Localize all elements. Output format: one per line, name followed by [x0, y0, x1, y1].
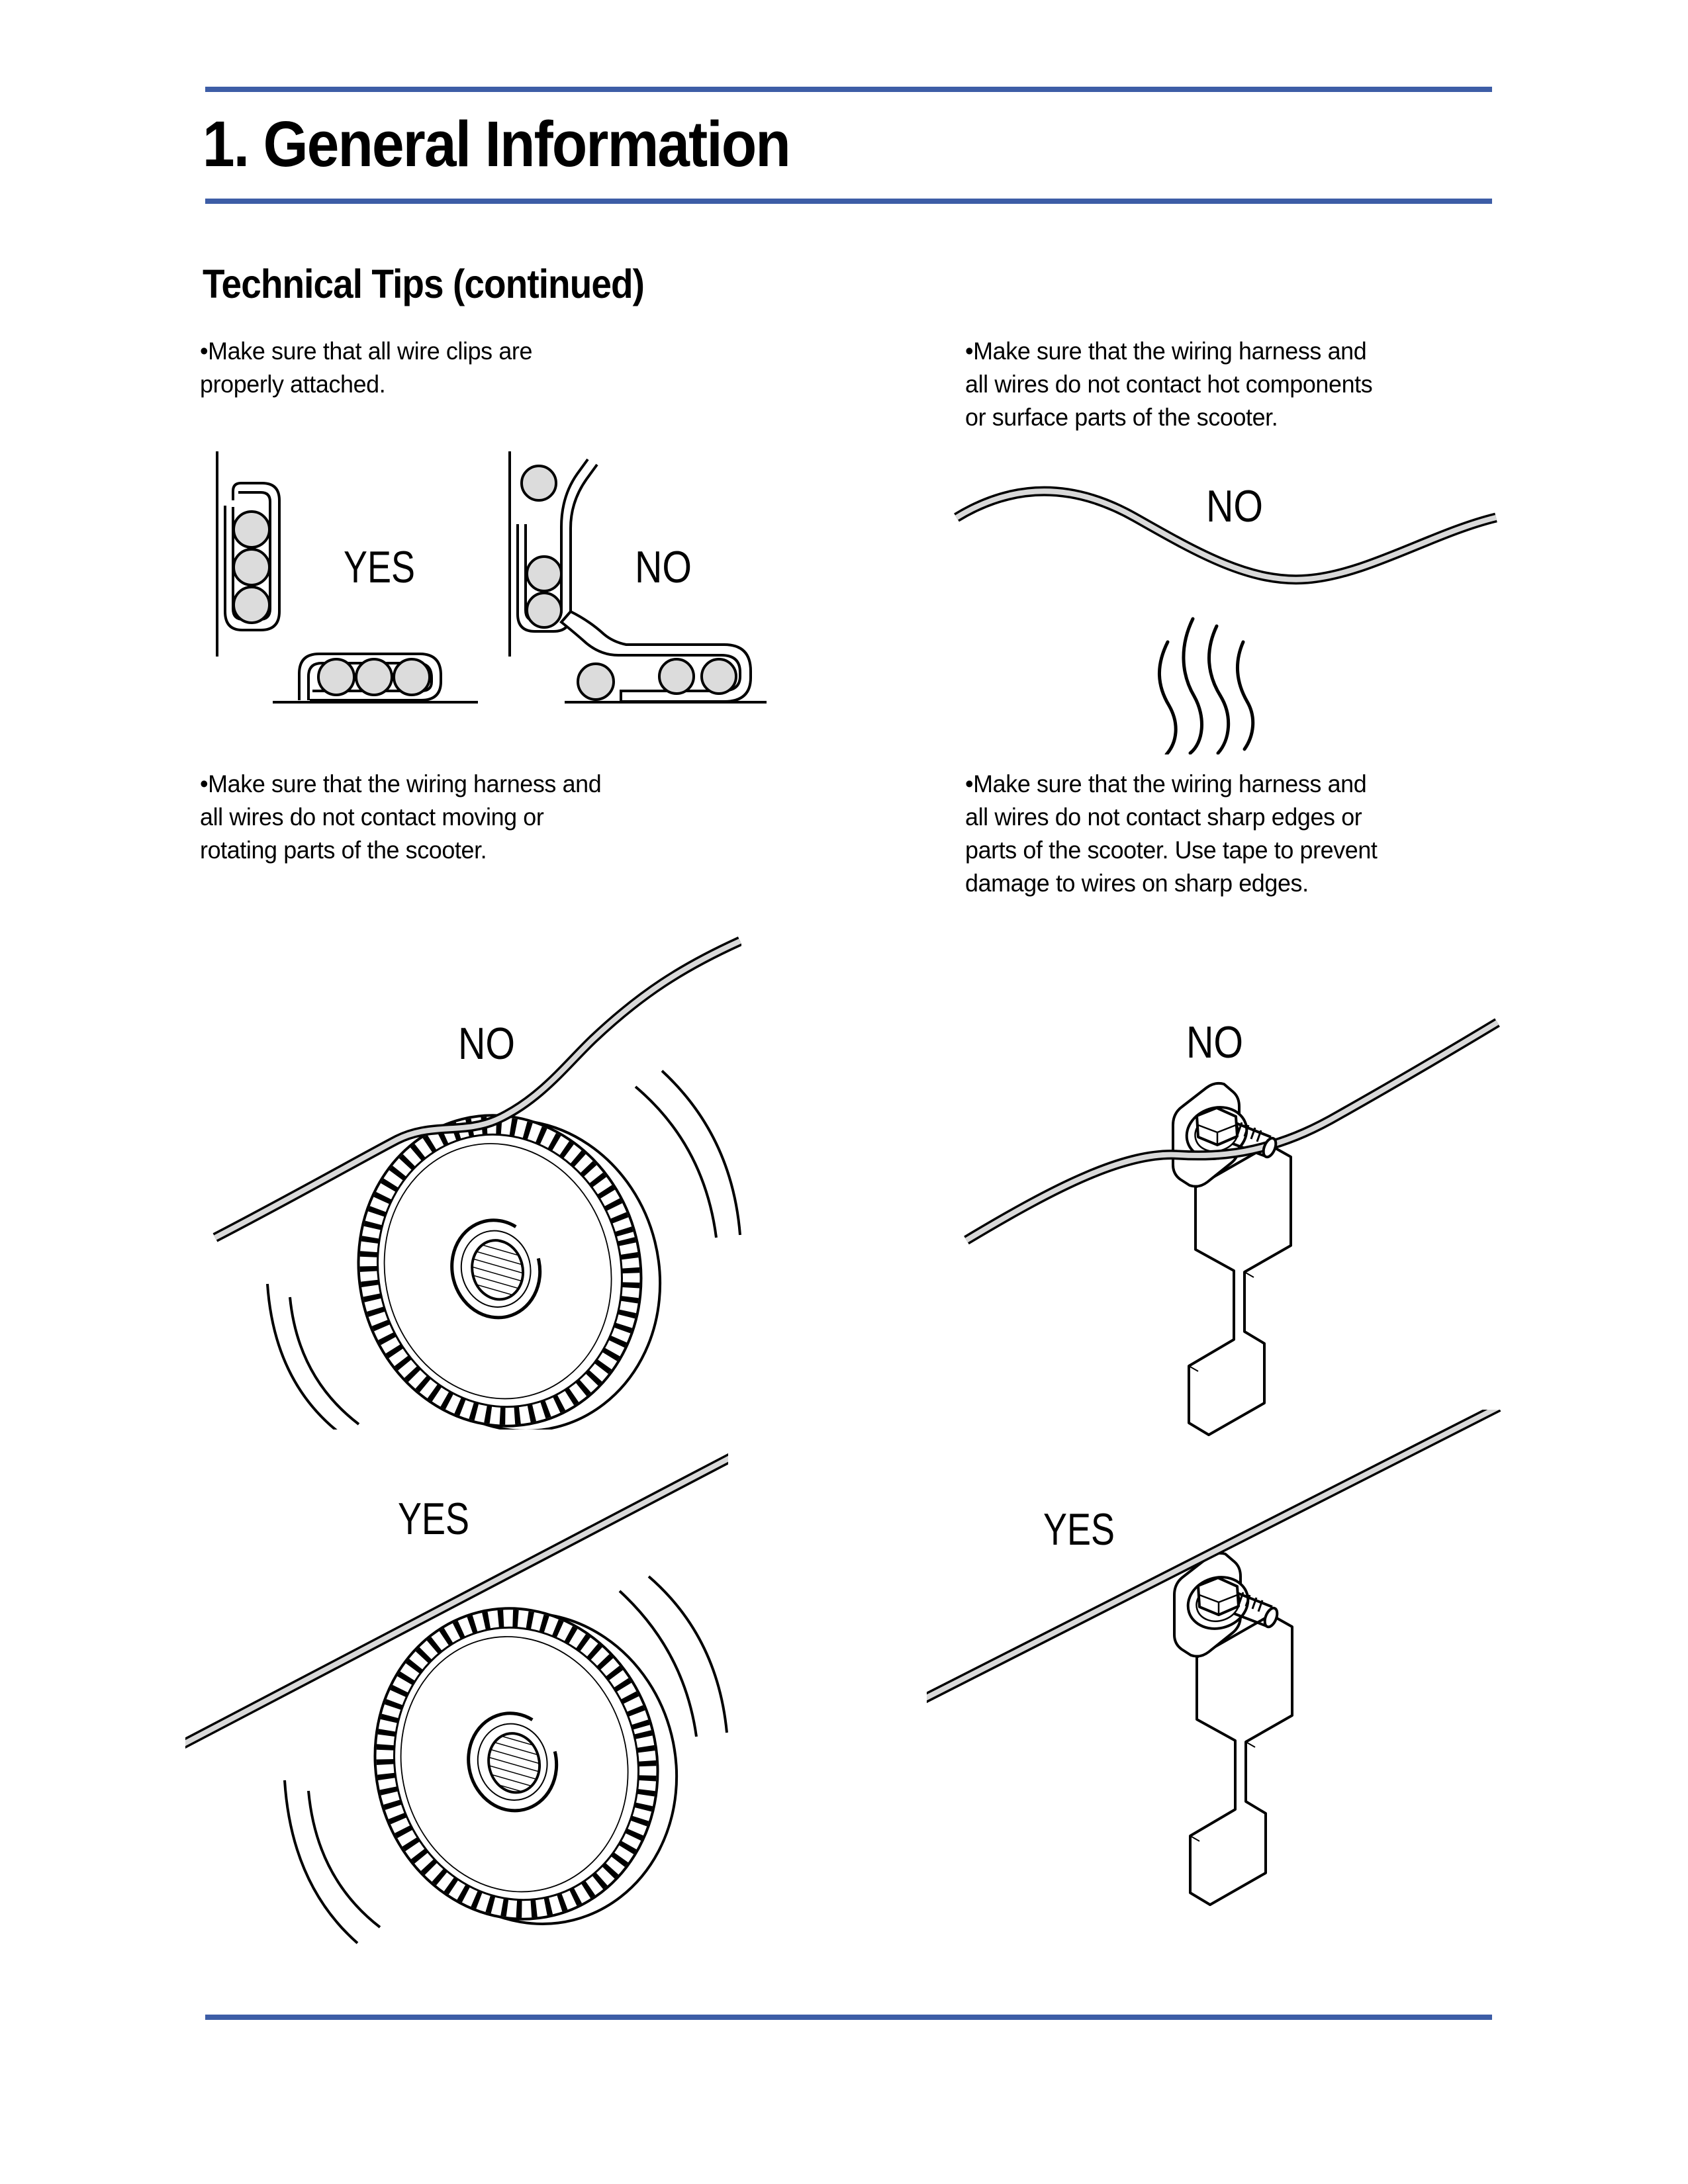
bullet-sharp-edges: [965, 768, 1378, 900]
wire-circle: [394, 659, 430, 695]
wire-circle: [234, 549, 269, 585]
wire-circle: [702, 659, 736, 694]
bullet-line: all wires do not contact sharp edges or: [965, 803, 1362, 831]
heat-wave-line: [1159, 642, 1176, 754]
label-yes: YES: [398, 1494, 469, 1544]
bullet-line: •Make sure that all wire clips are: [200, 338, 533, 365]
bullet-line: properly attached.: [200, 371, 386, 398]
rotation-arc: [308, 1791, 380, 1927]
heat-wave-line: [1184, 619, 1202, 753]
bullet-line: •Make sure that the wiring harness and: [200, 770, 602, 797]
bullet-line: damage to wires on sharp edges.: [965, 870, 1309, 897]
bullet-line: •Make sure that the wiring harness and: [965, 338, 1367, 365]
gear: [326, 1081, 692, 1430]
wires-cross-section: [318, 659, 430, 695]
rotation-arc: [285, 1780, 357, 1943]
title-underline-rule: [205, 199, 1492, 204]
bullet-line: all wires do not contact hot components: [965, 371, 1373, 398]
heat-waves: [1159, 619, 1252, 754]
wire-circle: [527, 557, 561, 591]
figure-bracket-no: [960, 960, 1503, 1463]
wire-circle: [356, 659, 392, 695]
label-yes: YES: [344, 542, 415, 592]
label-yes: YES: [1043, 1504, 1115, 1555]
bullet-line: or surface parts of the scooter.: [965, 404, 1278, 431]
label-no: NO: [458, 1019, 515, 1069]
heat-wave-line: [1209, 626, 1229, 753]
rotation-arc: [290, 1297, 359, 1424]
bullet-hot-components: [965, 335, 1372, 434]
wires-cross-section: [522, 466, 561, 627]
page-title: 1. General Information: [203, 108, 790, 180]
bracket: [1174, 1553, 1292, 1905]
rotation-arc: [662, 1071, 740, 1235]
bullet-moving-parts: [200, 768, 601, 867]
wire-circle-escaped: [522, 466, 556, 500]
bullet-line: parts of the scooter. Use tape to prevent: [965, 837, 1378, 864]
bullet-line: rotating parts of the scooter.: [200, 837, 487, 864]
wires-cross-section: [234, 512, 269, 623]
bullet-wire-clips: [200, 335, 532, 401]
figure-gear-no: [199, 927, 741, 1430]
figure-wire-clips: [199, 417, 768, 721]
figure-bracket-yes: [927, 1410, 1503, 1939]
bottom-rule: [205, 2015, 1492, 2020]
figure-gear-yes: [185, 1436, 728, 1966]
rotation-arc: [635, 1087, 716, 1238]
wire-circle: [234, 587, 269, 623]
bracket: [1173, 1083, 1291, 1435]
label-no: NO: [1186, 1017, 1243, 1068]
top-rule: [205, 87, 1492, 92]
figure-hot-component: [940, 443, 1509, 754]
label-no: NO: [635, 542, 692, 592]
section-subtitle: Technical Tips (continued): [203, 261, 644, 306]
label-no: NO: [1206, 481, 1263, 531]
heat-wave-line: [1237, 642, 1252, 749]
wire-circle: [318, 659, 354, 695]
wire-circle: [659, 659, 694, 694]
wire-circle: [234, 512, 269, 547]
wire-circle-escaped: [578, 664, 614, 700]
bullet-line: •Make sure that the wiring harness and: [965, 770, 1367, 797]
bracket-body: [1190, 1615, 1292, 1905]
bracket-body: [1189, 1145, 1291, 1435]
wire-circle: [527, 593, 561, 627]
bullet-line: all wires do not contact moving or: [200, 803, 544, 831]
